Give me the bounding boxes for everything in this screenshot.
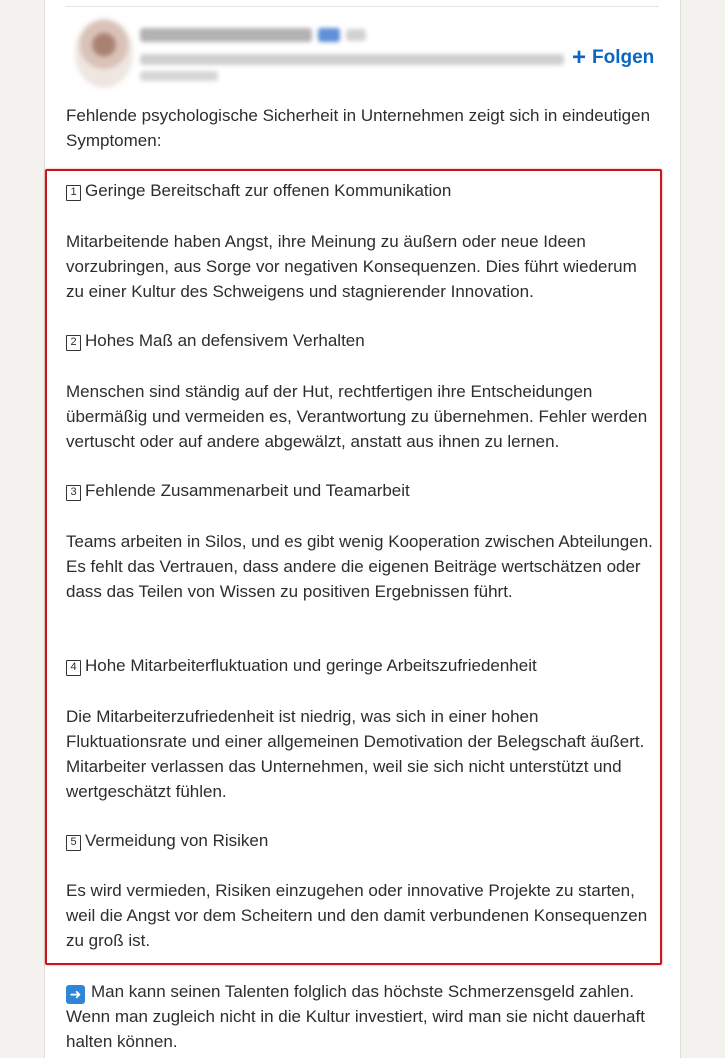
item-heading: [66, 653, 656, 678]
item-heading-text: Fehlende Zusammenarbeit und Teamarbeit: [85, 481, 410, 500]
item-body: Menschen sind ständig auf der Hut, rechtfertigen ihre Entscheidungen übermäßig und vermeiden es, Verantwortung zu übernehmen. Fehler werden vertuscht oder auf andere abgewälzt, anstatt aus ihnen zu lernen.: [66, 382, 648, 451]
keycap-number-icon: 5: [66, 835, 81, 851]
author-avatar[interactable]: [75, 18, 133, 88]
author-name-redacted[interactable]: [140, 28, 312, 42]
author-headline-redacted: [140, 54, 564, 65]
verified-badge-icon: [318, 28, 340, 42]
post-timestamp-redacted: [140, 71, 218, 81]
plus-icon: +: [572, 44, 587, 71]
keycap-number-icon: 3: [66, 485, 81, 501]
item-heading: [66, 178, 656, 203]
item-body: Die Mitarbeiterzufriedenheit ist niedrig, was sich in einer hohen Fluktuationsrate und einer allgemeinen Demotivation der Belegschaft äußert. Mitarbeiter verlassen das Unternehmen, weil sie sich nicht unterstützt und wertgeschätzt fühlen.: [66, 707, 645, 801]
item-body: Teams arbeiten in Silos, und es gibt wenig Kooperation zwischen Abteilungen. Es fehlt das Vertrauen, dass andere die eigenen Beiträge wertschätzen oder dass das Teilen von Wissen zu positiven Ergebnissen führt.: [66, 532, 653, 601]
item-heading-text: Geringe Bereitschaft zur offenen Kommunikation: [85, 181, 452, 200]
right-arrow-icon: ➜: [66, 985, 85, 1004]
top-divider: [65, 6, 659, 7]
item-heading-text: Hohe Mitarbeiterfluktuation und geringe Arbeitszufriedenheit: [85, 656, 537, 675]
post-conclusion: [66, 979, 656, 1054]
item-heading-text: Hohes Maß an defensivem Verhalten: [85, 331, 365, 350]
follow-button[interactable]: [572, 44, 654, 72]
keycap-number-icon: 1: [66, 185, 81, 201]
item-heading: [66, 478, 656, 503]
keycap-number-icon: 2: [66, 335, 81, 351]
keycap-number-icon: 4: [66, 660, 81, 676]
follow-label: Folgen: [592, 47, 655, 68]
item-body: Es wird vermieden, Risiken einzugehen oder innovative Projekte zu starten, weil die Angst vor dem Scheitern und den damit verbundenen Konsequenzen zu groß ist.: [66, 881, 648, 950]
post-intro: Fehlende psychologische Sicherheit in Unternehmen zeigt sich in eindeutigen Symptomen:: [66, 106, 651, 150]
conclusion-text: Man kann seinen Talenten folglich das höchste Schmerzensgeld zahlen. Wenn man zugleich nicht in die Kultur investiert, wird man sie nicht dauerhaft halten können.: [66, 982, 645, 1051]
item-heading: [66, 828, 656, 853]
item-body: Mitarbeitende haben Angst, ihre Meinung zu äußern oder neue Ideen vorzubringen, aus Sorge vor negativen Konsequenzen. Dies führt wiederum zu einer Kultur des Schweigens und stagnierender Innovation.: [66, 232, 637, 301]
item-heading: [66, 328, 656, 353]
connection-degree-redacted: [346, 29, 366, 41]
item-heading-text: Vermeidung von Risiken: [85, 831, 269, 850]
